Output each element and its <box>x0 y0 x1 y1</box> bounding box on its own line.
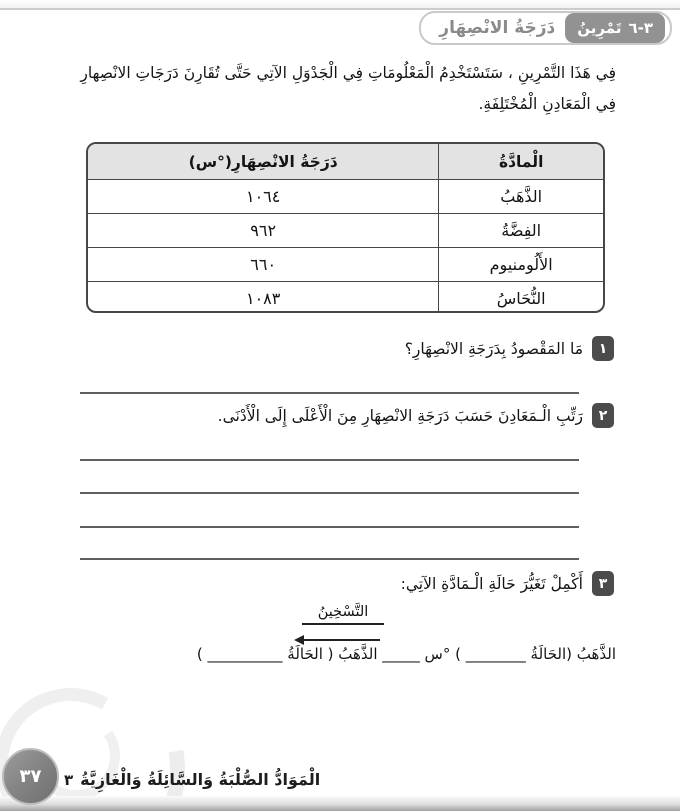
melting-point-cell: ١٠٦٤ <box>88 180 439 214</box>
material-cell: الأَلُومنيوم <box>439 248 603 282</box>
heating-arrow-icon <box>296 639 380 641</box>
question-number-badge: ٣ <box>592 571 614 596</box>
table-row <box>88 214 603 248</box>
question-2 <box>218 403 614 428</box>
melting-points-table <box>86 142 605 313</box>
page-number: ٣٧ <box>19 766 42 787</box>
chapter-footer <box>64 770 320 789</box>
melting-point-cell: ٩٦٢ <box>88 214 439 248</box>
question-text: رَتِّبِ الْـمَعَادِنَ حَسَبَ دَرَجَةِ الانْصِهَارِ مِنَ الْأَعْلَى إِلَى الْأَدْنَى. <box>217 406 583 425</box>
melting-point-cell: ٦٦٠ <box>88 248 439 282</box>
chapter-number: ٣ <box>64 771 74 789</box>
question-3 <box>401 571 614 596</box>
exercise-title: دَرَجَةُ الانْصِهَارِ <box>439 18 556 38</box>
answer-line <box>80 558 579 560</box>
intro-line-2: فِي الْمَعَادِنِ الْمُخْتَلِفَةِ. <box>478 95 616 113</box>
exercise-badge-word: تَمْرِينُ <box>577 19 622 37</box>
table-row <box>88 180 603 214</box>
question-text: أَكْمِلْ تَغَيُّرَ حَالَةِ الْـمَادَّةِ الآتِي: <box>400 574 583 593</box>
answer-line <box>80 392 579 394</box>
page-bottom-edge <box>0 796 680 811</box>
exercise-header <box>419 11 672 45</box>
material-cell: الفِضَّةُ <box>439 214 603 248</box>
answer-line <box>80 459 579 461</box>
question-1 <box>405 336 614 361</box>
intro-paragraph <box>40 58 616 120</box>
heating-label: التَّسْخِينُ <box>302 604 384 625</box>
question-number-badge: ١ <box>592 336 614 361</box>
page-top-edge <box>0 0 680 10</box>
table-row <box>88 248 603 282</box>
exercise-number-badge <box>565 13 665 43</box>
intro-line-1: فِي هَذَا التَّمْرِينِ ، سَتَسْتَخْدِمُ الْمَعْلُومَاتِ فِي الْجَدْوَلِ الآتِي حَتَّى تُقَارِنَ دَرَجَاتِ الانْصِهارِ <box>80 64 616 82</box>
melting-point-cell: ١٠٨٣ <box>88 282 439 314</box>
page-number-badge <box>2 748 59 805</box>
question-text: مَا المَقْصودُ بِدَرَجَةِ الانْصِهَارِ؟ <box>404 339 583 358</box>
column-header-material: الْمادَّةُ <box>439 144 603 180</box>
state-change-equation: الذَّهَبُ (الحَالَةُ ________ ) °س _____ الذَّهَبُ ( الحَالَةُ __________ ) <box>196 645 616 663</box>
material-cell: النُّحَاسُ <box>439 282 603 314</box>
answer-line <box>80 492 579 494</box>
table-row <box>88 282 603 314</box>
answer-line <box>80 526 579 528</box>
column-header-melting-point: دَرَجَةُ الانْصِهَارِ(°س) <box>88 144 439 180</box>
chapter-title: الْمَوَادُّ الصُّلْبَةُ وَالسَّائِلَةُ وَالْغَازِيَّةُ <box>80 770 321 789</box>
exercise-badge-number: ٣-٦ <box>628 19 653 37</box>
table-header-row <box>88 144 603 180</box>
material-cell: الذَّهَبُ <box>439 180 603 214</box>
question-number-badge: ٢ <box>592 403 614 428</box>
